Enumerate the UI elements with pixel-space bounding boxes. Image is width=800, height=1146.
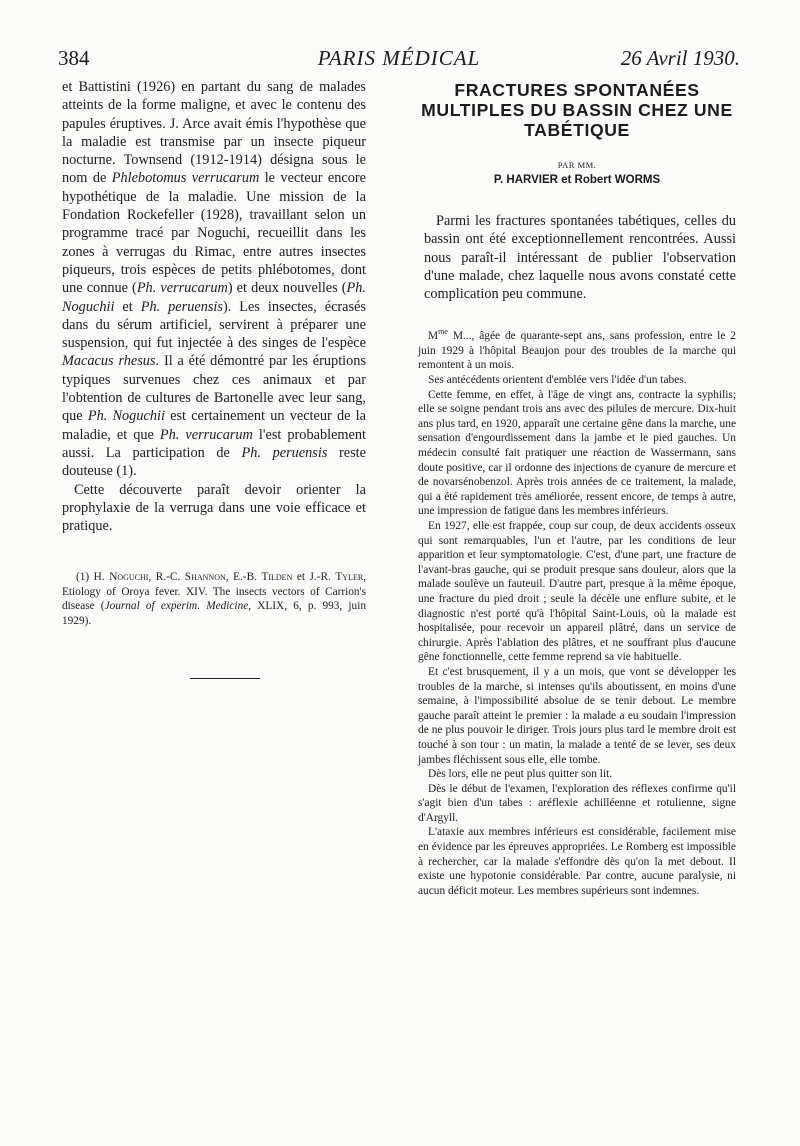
- left-paragraph-1: et Battistini (1926) en partant du sang de malades atteints de la forme maligne, et avec le contenu des papules éruptives. J. Arce avait émis l'hypothèse que la maladie est transmise par un insecte piqueur nocturne. Townsend (1912-1914) désigna sous le nom de Phlebotomus verrucarum le vecteur encore hypothétique de la maladie. Une mission de la Fondation Rockefeller (1928), travaillant selon un programme tracé par Noguchi, recueillit dans les zones à verrugas du Rimac, entre autres insectes piqueurs, trois espèces de petits phlébotomes, dont une connue (Ph. verrucarum) et deux nouvelles (Ph. Noguchii et Ph. peruensis). Les insectes, écrasés dans du sérum artificiel, servirent à préparer une suspension, qui fut injectée à des singes de l'espèce Macacus rhesus. Il a été démontré par les éruptions typiques survenues chez ces animaux et par l'obtention de cultures de Bartonelle avec leur sang, que Ph. Noguchii est certainement un vecteur de la maladie, et que Ph. verrucarum l'est probablement aussi. La participation de Ph. peruensis reste douteuse (1).: [62, 79, 367, 480]
- body-paragraph: $M^{me}$ M..., âgée de quarante-sept ans, sans profession, entre le 2 juin 1929 à l'hôpital Beaujon pour des troubles de la marche qui remontent à un mois.: [418, 327, 736, 372]
- body-paragraph: L'ataxie aux membres inférieurs est considérable, facilement mise en évidence par les épreuves appropriées. Le Romberg est impossible à rechercher, car la malade s'effondre dès qu'on la met debout. Il existe une hypotonie considérable. Par contre, aucune paralysie, ni aucun déficit moteur. Les membres supérieurs sont indemnes.: [418, 826, 736, 897]
- body-paragraph: Et c'est brusquement, il y a un mois, que vont se développer les troubles de la marche, si intenses qu'ils aboutissent, en moins d'une semaine, à l'impossibilité absolue de se tenir debout. Le membre gauche paraît atteint le premier : la malade a eu soudain l'impression de ne plus pouvoir le diriger. Trois jours plus tard le membre droit est touché à son tour : un matin, la malade a tenté de se lever, ses deux jambes fléchissent sous elle, elle tombe.: [418, 665, 736, 766]
- body-paragraph: Dès le début de l'examen, l'exploration des réflexes confirme qu'il s'agit bien d'un tabes : aréflexie achilléenne et rotulienne, signe d'Argyll.: [418, 782, 736, 824]
- article-body: [418, 325, 736, 898]
- left-paragraph-2: Cette découverte paraît devoir orienter la prophylaxie de la verruga dans une voie efficace et pratique.: [62, 481, 366, 535]
- running-header: [58, 46, 740, 76]
- byline-prefix: PAR MM.: [557, 160, 597, 170]
- body-paragraph: Dès lors, elle ne peut plus quitter son lit.: [428, 768, 613, 781]
- body-paragraph: Ses antécédents orientent d'emblée vers l'idée d'un tabes.: [428, 374, 687, 387]
- article-title: FRACTURES SPONTANÉES MULTIPLES DU BASSIN CHEZ UNE TABÉTIQUE: [421, 80, 733, 140]
- page-number: 384: [58, 46, 90, 70]
- right-column: [418, 80, 736, 898]
- body-paragraph: Cette femme, en effet, à l'âge de vingt ans, contracte la syphilis; elle se soigne pendant trois ans avec des pilules de mercure. Dix-huit ans plus tard, en 1920, apparaît une certaine gêne dans la marche, une sensation d'engourdissement dans la jambe et le pied gauches. Un médecin consulté fait pratiquer une réaction de Wassermann, sans doute positive, car il ordonne des injections de cyanure de mercure et de novarsénobenzol. Après trois années de ce traitement, la malade, qui a été rapidement très améliorée, ressent encore, de temps à autre, une impression de fatigue dans les membres inférieurs.: [418, 388, 736, 518]
- body-paragraph: En 1927, elle est frappée, coup sur coup, de deux accidents osseux qui sont remarquables, l'un et l'autre, par les conditions de leur apparition et leur symptomatologie. C'est, d'une part, une fracture de l'avant-bras gauche, qui se produit presque sans douleur, alors que la malade soulève un fauteuil. D'autre part, presque à la même époque, une fracture du pied droit ; seule la décèle une enflure subite, et le diagnostic n'est porté qu'à l'hôpital Saint-Louis, où la malade est hospitalisée, pour recevoir un appareil plâtré, dans un service de chirurgie. Après l'ablation des plâtres, et ne souffrant plus d'aucune gêne fonctionnelle, cette femme reprend sa vie habituelle.: [418, 520, 736, 664]
- issue-date: 26 Avril 1930.: [620, 46, 740, 70]
- article-intro: Parmi les fractures spontanées tabétiques, celles du bassin ont été exceptionnellement rencontrées. Aussi nous paraît-il intéressant de publier l'observation d'une malade, chez laquelle nous avons constaté cette complication peu commune.: [424, 213, 736, 303]
- footnote: (1) H. Noguchi, R.-C. Shannon, E.-B. Tilden et J.-R. Tyler, Etiology of Oroya fever. XIV. The insects vectors of Carrion's disease (Journal of experim. Medicine, XLIX, 6, p. 993, juin 1929).: [62, 571, 367, 627]
- end-rule: [190, 678, 260, 679]
- left-column: [62, 78, 366, 535]
- article-authors: P. HARVIER et Robert WORMS: [493, 174, 661, 186]
- journal-title: PARIS MÉDICAL: [317, 46, 481, 70]
